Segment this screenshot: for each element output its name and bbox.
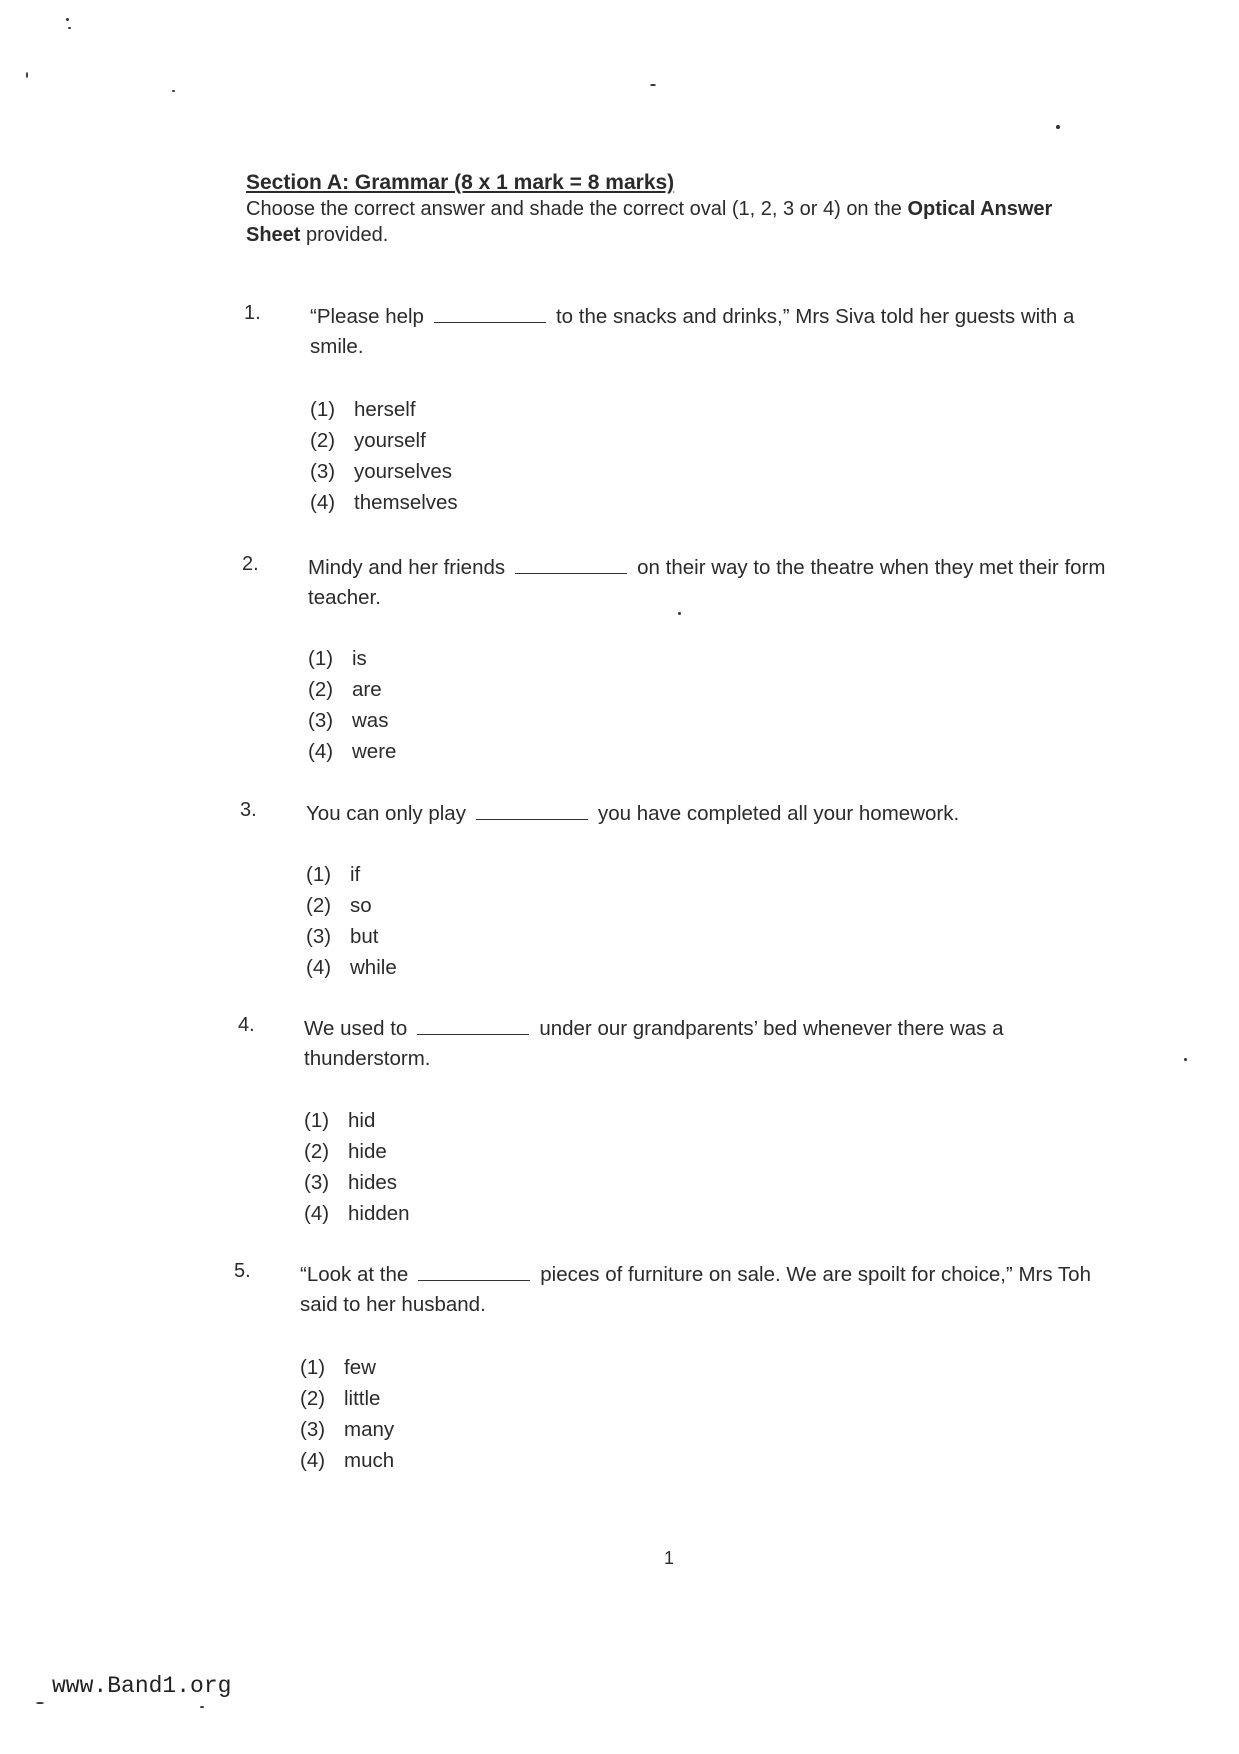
instructions xyxy=(246,196,1106,248)
option-text: is xyxy=(352,647,367,670)
option-number: (2) xyxy=(306,894,332,917)
option-4 xyxy=(308,736,396,767)
question-text-after: pieces of furniture on sale. We are spoilt for choice,” Mrs Toh said to her husband. xyxy=(300,1263,1091,1316)
option-number: (1) xyxy=(306,863,332,886)
option-1 xyxy=(306,859,397,890)
option-3 xyxy=(304,1167,410,1198)
option-4 xyxy=(306,952,397,983)
option-text: so xyxy=(350,894,372,917)
option-text: little xyxy=(344,1387,381,1410)
option-number: (3) xyxy=(308,709,334,732)
option-1 xyxy=(310,394,458,425)
option-text: few xyxy=(344,1356,376,1379)
question-text-before: Mindy and her friends xyxy=(308,556,506,579)
answer-blank xyxy=(476,803,588,820)
option-number: (2) xyxy=(300,1387,326,1410)
option-2 xyxy=(306,890,397,921)
watermark: www.Band1.org xyxy=(52,1673,232,1699)
option-text: are xyxy=(352,678,382,701)
question-number: 2. xyxy=(242,553,259,575)
option-2 xyxy=(308,674,396,705)
question-text-after: under our grandparents’ bed whenever there was a thunderstorm. xyxy=(304,1017,1004,1070)
option-4 xyxy=(304,1198,410,1229)
option-number: (4) xyxy=(308,740,334,763)
question-text-before: You can only play xyxy=(306,802,466,825)
page-number: 1 xyxy=(664,1548,675,1568)
option-number: (1) xyxy=(304,1109,330,1132)
question-text-before: “Please help xyxy=(310,305,424,328)
option-1 xyxy=(304,1105,410,1136)
answer-blank xyxy=(417,1018,529,1035)
option-number: (2) xyxy=(304,1140,330,1163)
scan-speck xyxy=(1056,125,1060,129)
question-text-after: to the snacks and drinks,” Mrs Siva told her guests with a smile. xyxy=(310,305,1075,358)
option-number: (1) xyxy=(300,1356,326,1379)
scan-speck xyxy=(1184,1058,1187,1061)
scan-speck xyxy=(200,1706,204,1708)
option-number: (2) xyxy=(308,678,334,701)
question-number: 1. xyxy=(244,302,261,324)
option-number: (1) xyxy=(310,398,336,421)
option-text: themselves xyxy=(354,491,458,514)
section-title: Section A: Grammar (8 x 1 mark = 8 marks) xyxy=(246,171,675,194)
option-text: but xyxy=(350,925,379,948)
answer-blank xyxy=(418,1264,530,1281)
scan-speck xyxy=(66,18,69,21)
option-3 xyxy=(306,921,397,952)
scan-speck xyxy=(172,90,175,92)
option-text: yourselves xyxy=(354,460,452,483)
option-text: hidden xyxy=(348,1202,410,1225)
answer-blank xyxy=(434,306,546,323)
options-list xyxy=(306,859,397,983)
instructions-bold: Optical Answer Sheet xyxy=(246,198,1053,246)
answer-blank xyxy=(515,557,627,574)
option-text: were xyxy=(352,740,397,763)
instructions-end: provided. xyxy=(300,224,389,246)
scan-speck xyxy=(650,84,656,86)
question-text-before: We used to xyxy=(304,1017,408,1040)
option-number: (3) xyxy=(306,925,332,948)
option-text: yourself xyxy=(354,429,426,452)
option-1 xyxy=(300,1352,394,1383)
option-number: (4) xyxy=(300,1449,326,1472)
option-number: (3) xyxy=(304,1171,330,1194)
option-2 xyxy=(300,1383,394,1414)
option-number: (4) xyxy=(310,491,336,514)
option-4 xyxy=(310,487,458,518)
option-2 xyxy=(310,425,458,456)
scan-speck xyxy=(68,27,71,29)
instructions-text: Choose the correct answer and shade the correct oval (1, 2, 3 or 4) on the xyxy=(246,198,908,220)
options-list xyxy=(304,1105,410,1229)
option-text: hides xyxy=(348,1171,398,1194)
option-number: (4) xyxy=(304,1202,330,1225)
question-text-after: on their way to the theatre when they met their form teacher. xyxy=(308,556,1106,609)
scan-speck xyxy=(678,612,681,615)
scan-speck xyxy=(26,72,28,78)
option-text: hide xyxy=(348,1140,387,1163)
options-list xyxy=(310,394,458,518)
option-3 xyxy=(308,705,396,736)
option-3 xyxy=(310,456,458,487)
option-2 xyxy=(304,1136,410,1167)
question-text xyxy=(308,553,1118,613)
question-text xyxy=(306,799,1116,829)
option-number: (4) xyxy=(306,956,332,979)
question-number: 4. xyxy=(238,1014,255,1036)
question-text-before: “Look at the xyxy=(300,1263,409,1286)
scan-speck xyxy=(36,1702,44,1704)
option-number: (2) xyxy=(310,429,336,452)
option-text: herself xyxy=(354,398,416,421)
section-header xyxy=(246,170,1106,248)
option-text: while xyxy=(350,956,397,979)
options-list xyxy=(300,1352,394,1476)
options-list xyxy=(308,643,396,767)
question-text xyxy=(304,1014,1114,1074)
option-number: (1) xyxy=(308,647,334,670)
question-text xyxy=(310,302,1120,362)
question-number: 3. xyxy=(240,799,257,821)
option-text: was xyxy=(352,709,389,732)
option-text: if xyxy=(350,863,361,886)
option-text: hid xyxy=(348,1109,376,1132)
question-number: 5. xyxy=(234,1260,251,1282)
question-text xyxy=(300,1260,1110,1320)
option-4 xyxy=(300,1445,394,1476)
option-3 xyxy=(300,1414,394,1445)
option-text: many xyxy=(344,1418,395,1441)
question-text-after: you have completed all your homework. xyxy=(597,802,960,825)
option-number: (3) xyxy=(310,460,336,483)
option-text: much xyxy=(344,1449,395,1472)
option-number: (3) xyxy=(300,1418,326,1441)
option-1 xyxy=(308,643,396,674)
